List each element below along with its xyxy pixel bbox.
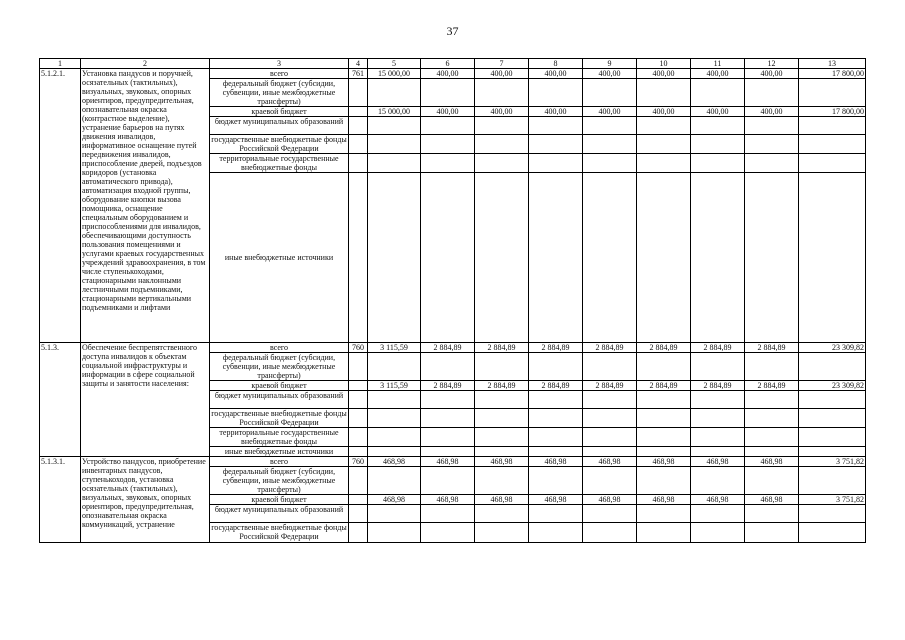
total-value xyxy=(799,447,866,457)
year-value xyxy=(529,523,583,543)
funding-source: федеральный бюджет (субсидии, субвенции, иные межбюджетные трансферты) xyxy=(210,353,349,381)
header-cell: 4 xyxy=(349,59,368,69)
header-cell: 7 xyxy=(475,59,529,69)
year-value xyxy=(368,154,421,173)
year-value xyxy=(691,353,745,381)
total-value xyxy=(799,409,866,428)
year-value: 400,00 xyxy=(529,69,583,79)
year-value xyxy=(583,353,637,381)
grbs-code xyxy=(349,353,368,381)
year-value: 2 884,89 xyxy=(637,381,691,391)
year-value xyxy=(368,391,421,409)
year-value xyxy=(637,428,691,447)
funding-source: государственные внебюджетные фонды Российской Федерации xyxy=(211,523,347,541)
year-value xyxy=(421,409,475,428)
year-value: 2 884,89 xyxy=(583,381,637,391)
year-value xyxy=(421,391,475,409)
year-value xyxy=(475,79,529,107)
year-value xyxy=(475,173,529,343)
funding-source: территориальные государственные внебюджетные фонды xyxy=(210,154,349,173)
header-cell: 13 xyxy=(799,59,866,69)
year-value: 3 115,59 xyxy=(368,381,421,391)
total-value xyxy=(799,135,866,154)
year-value xyxy=(583,428,637,447)
table-row xyxy=(40,69,866,79)
year-value xyxy=(691,447,745,457)
year-value xyxy=(745,467,799,495)
year-value: 2 884,89 xyxy=(691,343,745,353)
total-value: 3 751,82 xyxy=(799,495,866,505)
year-value xyxy=(421,117,475,135)
total-value: 23 309,82 xyxy=(799,343,866,353)
grbs-code xyxy=(349,523,368,543)
year-value: 400,00 xyxy=(583,69,637,79)
year-value xyxy=(421,79,475,107)
grbs-code xyxy=(349,505,368,523)
year-value xyxy=(745,353,799,381)
year-value xyxy=(529,173,583,343)
year-value xyxy=(421,173,475,343)
year-value xyxy=(368,409,421,428)
year-value xyxy=(637,173,691,343)
measure-name: Установка пандусов и поручней, осязательных (тактильных), визуальных, звуковых, опорных ориентиров, предупредительная, опознавательная окраска (контрастное выделение), устранение барьеров на путях движения инвалидов, информативное оснащение путей передвижения инвалидов, приспособление дверей, подъездов коридоров (установка автоматического привода), автоматизация входной группы, оборудование кнопки вызова помощника, оснащение специальным оборудованием и приспособлениями для инвалидов, обеспечивающими доступность пользования помещениями и услугами краевых государственных учреждений здравоохранения, в том числе ступенькоходами, стационарными наклонными лестничными подъемниками, стационарными вертикальными подъемниками и лифтами xyxy=(81,69,210,343)
measure-name: Обеспечение беспрепятственного доступа инвалидов к объектам социальной инфраструктуры и информации в сфере социальной защиты и занятости населения: xyxy=(81,343,210,457)
total-value xyxy=(799,428,866,447)
funding-source: иные внебюджетные источники xyxy=(210,173,349,343)
funding-source: федеральный бюджет (субсидии, субвенции, иные межбюджетные трансферты) xyxy=(210,467,349,495)
year-value: 2 884,89 xyxy=(529,343,583,353)
year-value: 468,98 xyxy=(745,457,799,467)
year-value xyxy=(421,154,475,173)
year-value xyxy=(691,523,745,543)
year-value xyxy=(745,523,799,543)
year-value: 468,98 xyxy=(583,457,637,467)
header-cell: 8 xyxy=(529,59,583,69)
year-value xyxy=(421,447,475,457)
year-value: 3 115,59 xyxy=(368,343,421,353)
year-value: 468,98 xyxy=(368,457,421,467)
grbs-code xyxy=(349,447,368,457)
grbs-code xyxy=(349,154,368,173)
year-value xyxy=(745,409,799,428)
year-value xyxy=(421,135,475,154)
year-value xyxy=(475,117,529,135)
year-value xyxy=(583,409,637,428)
year-value xyxy=(583,391,637,409)
year-value xyxy=(421,505,475,523)
year-value: 400,00 xyxy=(583,107,637,117)
year-value: 400,00 xyxy=(529,107,583,117)
grbs-code xyxy=(349,117,368,135)
year-value xyxy=(745,135,799,154)
header-cell: 6 xyxy=(421,59,475,69)
grbs-code: 761 xyxy=(349,69,368,79)
year-value xyxy=(529,505,583,523)
year-value xyxy=(745,505,799,523)
year-value xyxy=(745,447,799,457)
year-value xyxy=(691,135,745,154)
year-value: 400,00 xyxy=(745,107,799,117)
year-value xyxy=(637,409,691,428)
year-value xyxy=(637,447,691,457)
header-cell: 11 xyxy=(691,59,745,69)
year-value xyxy=(745,428,799,447)
funding-source: федеральный бюджет (субсидии, субвенции, иные межбюджетные трансферты) xyxy=(210,79,349,107)
year-value: 468,98 xyxy=(637,457,691,467)
year-value: 468,98 xyxy=(745,495,799,505)
funding-source: краевой бюджет xyxy=(210,381,349,391)
year-value xyxy=(637,117,691,135)
grbs-code xyxy=(349,107,368,117)
year-value xyxy=(368,173,421,343)
total-value: 17 800,00 xyxy=(799,69,866,79)
year-value: 468,98 xyxy=(691,457,745,467)
grbs-code xyxy=(349,428,368,447)
year-value xyxy=(421,353,475,381)
table-row xyxy=(40,343,866,353)
grbs-code xyxy=(349,467,368,495)
year-value xyxy=(637,353,691,381)
year-value xyxy=(691,467,745,495)
year-value xyxy=(637,505,691,523)
year-value: 468,98 xyxy=(637,495,691,505)
year-value xyxy=(529,79,583,107)
year-value xyxy=(745,154,799,173)
year-value xyxy=(475,135,529,154)
total-value xyxy=(799,353,866,381)
year-value: 400,00 xyxy=(475,69,529,79)
year-value: 468,98 xyxy=(421,495,475,505)
year-value xyxy=(637,135,691,154)
year-value xyxy=(529,447,583,457)
year-value xyxy=(691,79,745,107)
funding-source: территориальные государственные внебюджетные фонды xyxy=(210,428,349,447)
grbs-code: 760 xyxy=(349,457,368,467)
year-value xyxy=(529,353,583,381)
year-value: 468,98 xyxy=(421,457,475,467)
year-value xyxy=(529,409,583,428)
year-value xyxy=(421,467,475,495)
total-value xyxy=(799,505,866,523)
year-value xyxy=(691,173,745,343)
year-value: 2 884,89 xyxy=(691,381,745,391)
funding-source: иные внебюджетные источники xyxy=(210,447,349,457)
year-value xyxy=(529,391,583,409)
year-value xyxy=(691,117,745,135)
year-value xyxy=(529,154,583,173)
year-value: 2 884,89 xyxy=(637,343,691,353)
total-value: 3 751,82 xyxy=(799,457,866,467)
year-value xyxy=(745,117,799,135)
year-value xyxy=(368,467,421,495)
year-value xyxy=(691,391,745,409)
year-value xyxy=(745,391,799,409)
year-value xyxy=(529,135,583,154)
measure-code: 5.1.3. xyxy=(40,343,81,457)
total-value: 17 800,00 xyxy=(799,107,866,117)
year-value xyxy=(691,154,745,173)
year-value: 468,98 xyxy=(691,495,745,505)
total-value xyxy=(799,391,866,409)
year-value xyxy=(691,428,745,447)
year-value: 468,98 xyxy=(475,457,529,467)
year-value xyxy=(529,117,583,135)
year-value: 2 884,89 xyxy=(475,343,529,353)
year-value xyxy=(475,428,529,447)
year-value: 15 000,00 xyxy=(368,107,421,117)
grbs-code: 760 xyxy=(349,343,368,353)
year-value xyxy=(475,391,529,409)
funding-source: краевой бюджет xyxy=(210,495,349,505)
header-cell: 3 xyxy=(210,59,349,69)
year-value: 400,00 xyxy=(691,107,745,117)
year-value xyxy=(637,154,691,173)
funding-source: бюджет муниципальных образований xyxy=(210,505,349,523)
year-value: 2 884,89 xyxy=(529,381,583,391)
year-value: 2 884,89 xyxy=(421,381,475,391)
year-value: 400,00 xyxy=(421,69,475,79)
year-value: 468,98 xyxy=(583,495,637,505)
year-value xyxy=(368,505,421,523)
year-value: 400,00 xyxy=(421,107,475,117)
year-value xyxy=(745,173,799,343)
funding-source: всего xyxy=(210,343,349,353)
year-value xyxy=(475,523,529,543)
funding-source: всего xyxy=(210,69,349,79)
year-value xyxy=(745,79,799,107)
year-value: 15 000,00 xyxy=(368,69,421,79)
year-value xyxy=(583,135,637,154)
year-value xyxy=(368,447,421,457)
year-value xyxy=(475,447,529,457)
year-value xyxy=(368,117,421,135)
grbs-code xyxy=(349,409,368,428)
header-cell: 9 xyxy=(583,59,637,69)
funding-source: всего xyxy=(210,457,349,467)
total-value xyxy=(799,467,866,495)
grbs-code xyxy=(349,495,368,505)
year-value: 468,98 xyxy=(529,457,583,467)
year-value xyxy=(368,79,421,107)
page-number: 37 xyxy=(446,24,459,38)
year-value xyxy=(637,79,691,107)
year-value: 468,98 xyxy=(368,495,421,505)
table-body xyxy=(40,59,866,543)
measure-name: Устройство пандусов, приобретение инвентарных пандусов, ступенькоходов, установка осязательных (тактильных), визуальных, звуковых, опорных ориентиров, предупредительная, опознавательная окраска коммуникаций, устранение xyxy=(81,457,210,543)
year-value: 400,00 xyxy=(745,69,799,79)
year-value: 2 884,89 xyxy=(583,343,637,353)
year-value: 468,98 xyxy=(529,495,583,505)
total-value xyxy=(799,79,866,107)
header-cell: 5 xyxy=(368,59,421,69)
grbs-code xyxy=(349,79,368,107)
funding-source: бюджет муниципальных образований xyxy=(210,117,349,135)
year-value xyxy=(583,117,637,135)
year-value: 400,00 xyxy=(637,69,691,79)
grbs-code xyxy=(349,381,368,391)
funding-source: государственные внебюджетные фонды Российской Федерации xyxy=(211,409,347,427)
total-value: 23 309,82 xyxy=(799,381,866,391)
year-value: 400,00 xyxy=(637,107,691,117)
year-value: 2 884,89 xyxy=(421,343,475,353)
year-value xyxy=(475,505,529,523)
measure-code: 5.1.3.1. xyxy=(40,457,81,543)
header-cell: 1 xyxy=(40,59,81,69)
year-value: 400,00 xyxy=(691,69,745,79)
year-value xyxy=(583,447,637,457)
year-value xyxy=(583,173,637,343)
year-value xyxy=(691,409,745,428)
funding-source: краевой бюджет xyxy=(210,107,349,117)
year-value xyxy=(583,154,637,173)
year-value xyxy=(368,353,421,381)
year-value xyxy=(421,428,475,447)
funding-source: государственные внебюджетные фонды Российской Федерации xyxy=(211,135,347,153)
total-value xyxy=(799,117,866,135)
year-value xyxy=(583,79,637,107)
year-value xyxy=(475,467,529,495)
grbs-code xyxy=(349,173,368,343)
year-value xyxy=(583,523,637,543)
year-value xyxy=(637,523,691,543)
year-value xyxy=(637,467,691,495)
header-cell: 12 xyxy=(745,59,799,69)
header-cell: 2 xyxy=(81,59,210,69)
year-value xyxy=(368,523,421,543)
year-value xyxy=(475,353,529,381)
total-value xyxy=(799,523,866,543)
year-value xyxy=(368,135,421,154)
year-value xyxy=(368,428,421,447)
year-value: 2 884,89 xyxy=(475,381,529,391)
year-value xyxy=(475,409,529,428)
grbs-code xyxy=(349,135,368,154)
year-value xyxy=(475,154,529,173)
year-value xyxy=(529,428,583,447)
year-value xyxy=(421,523,475,543)
header-row xyxy=(40,59,866,69)
year-value xyxy=(583,505,637,523)
year-value: 400,00 xyxy=(475,107,529,117)
year-value xyxy=(637,391,691,409)
header-cell: 10 xyxy=(637,59,691,69)
year-value: 2 884,89 xyxy=(745,343,799,353)
year-value xyxy=(583,467,637,495)
year-value xyxy=(529,467,583,495)
table-row xyxy=(40,457,866,467)
measure-code: 5.1.2.1. xyxy=(40,69,81,343)
year-value xyxy=(691,505,745,523)
budget-table xyxy=(39,58,866,543)
year-value: 468,98 xyxy=(475,495,529,505)
total-value xyxy=(799,154,866,173)
total-value xyxy=(799,173,866,343)
year-value: 2 884,89 xyxy=(745,381,799,391)
funding-source: бюджет муниципальных образований xyxy=(210,391,349,409)
grbs-code xyxy=(349,391,368,409)
